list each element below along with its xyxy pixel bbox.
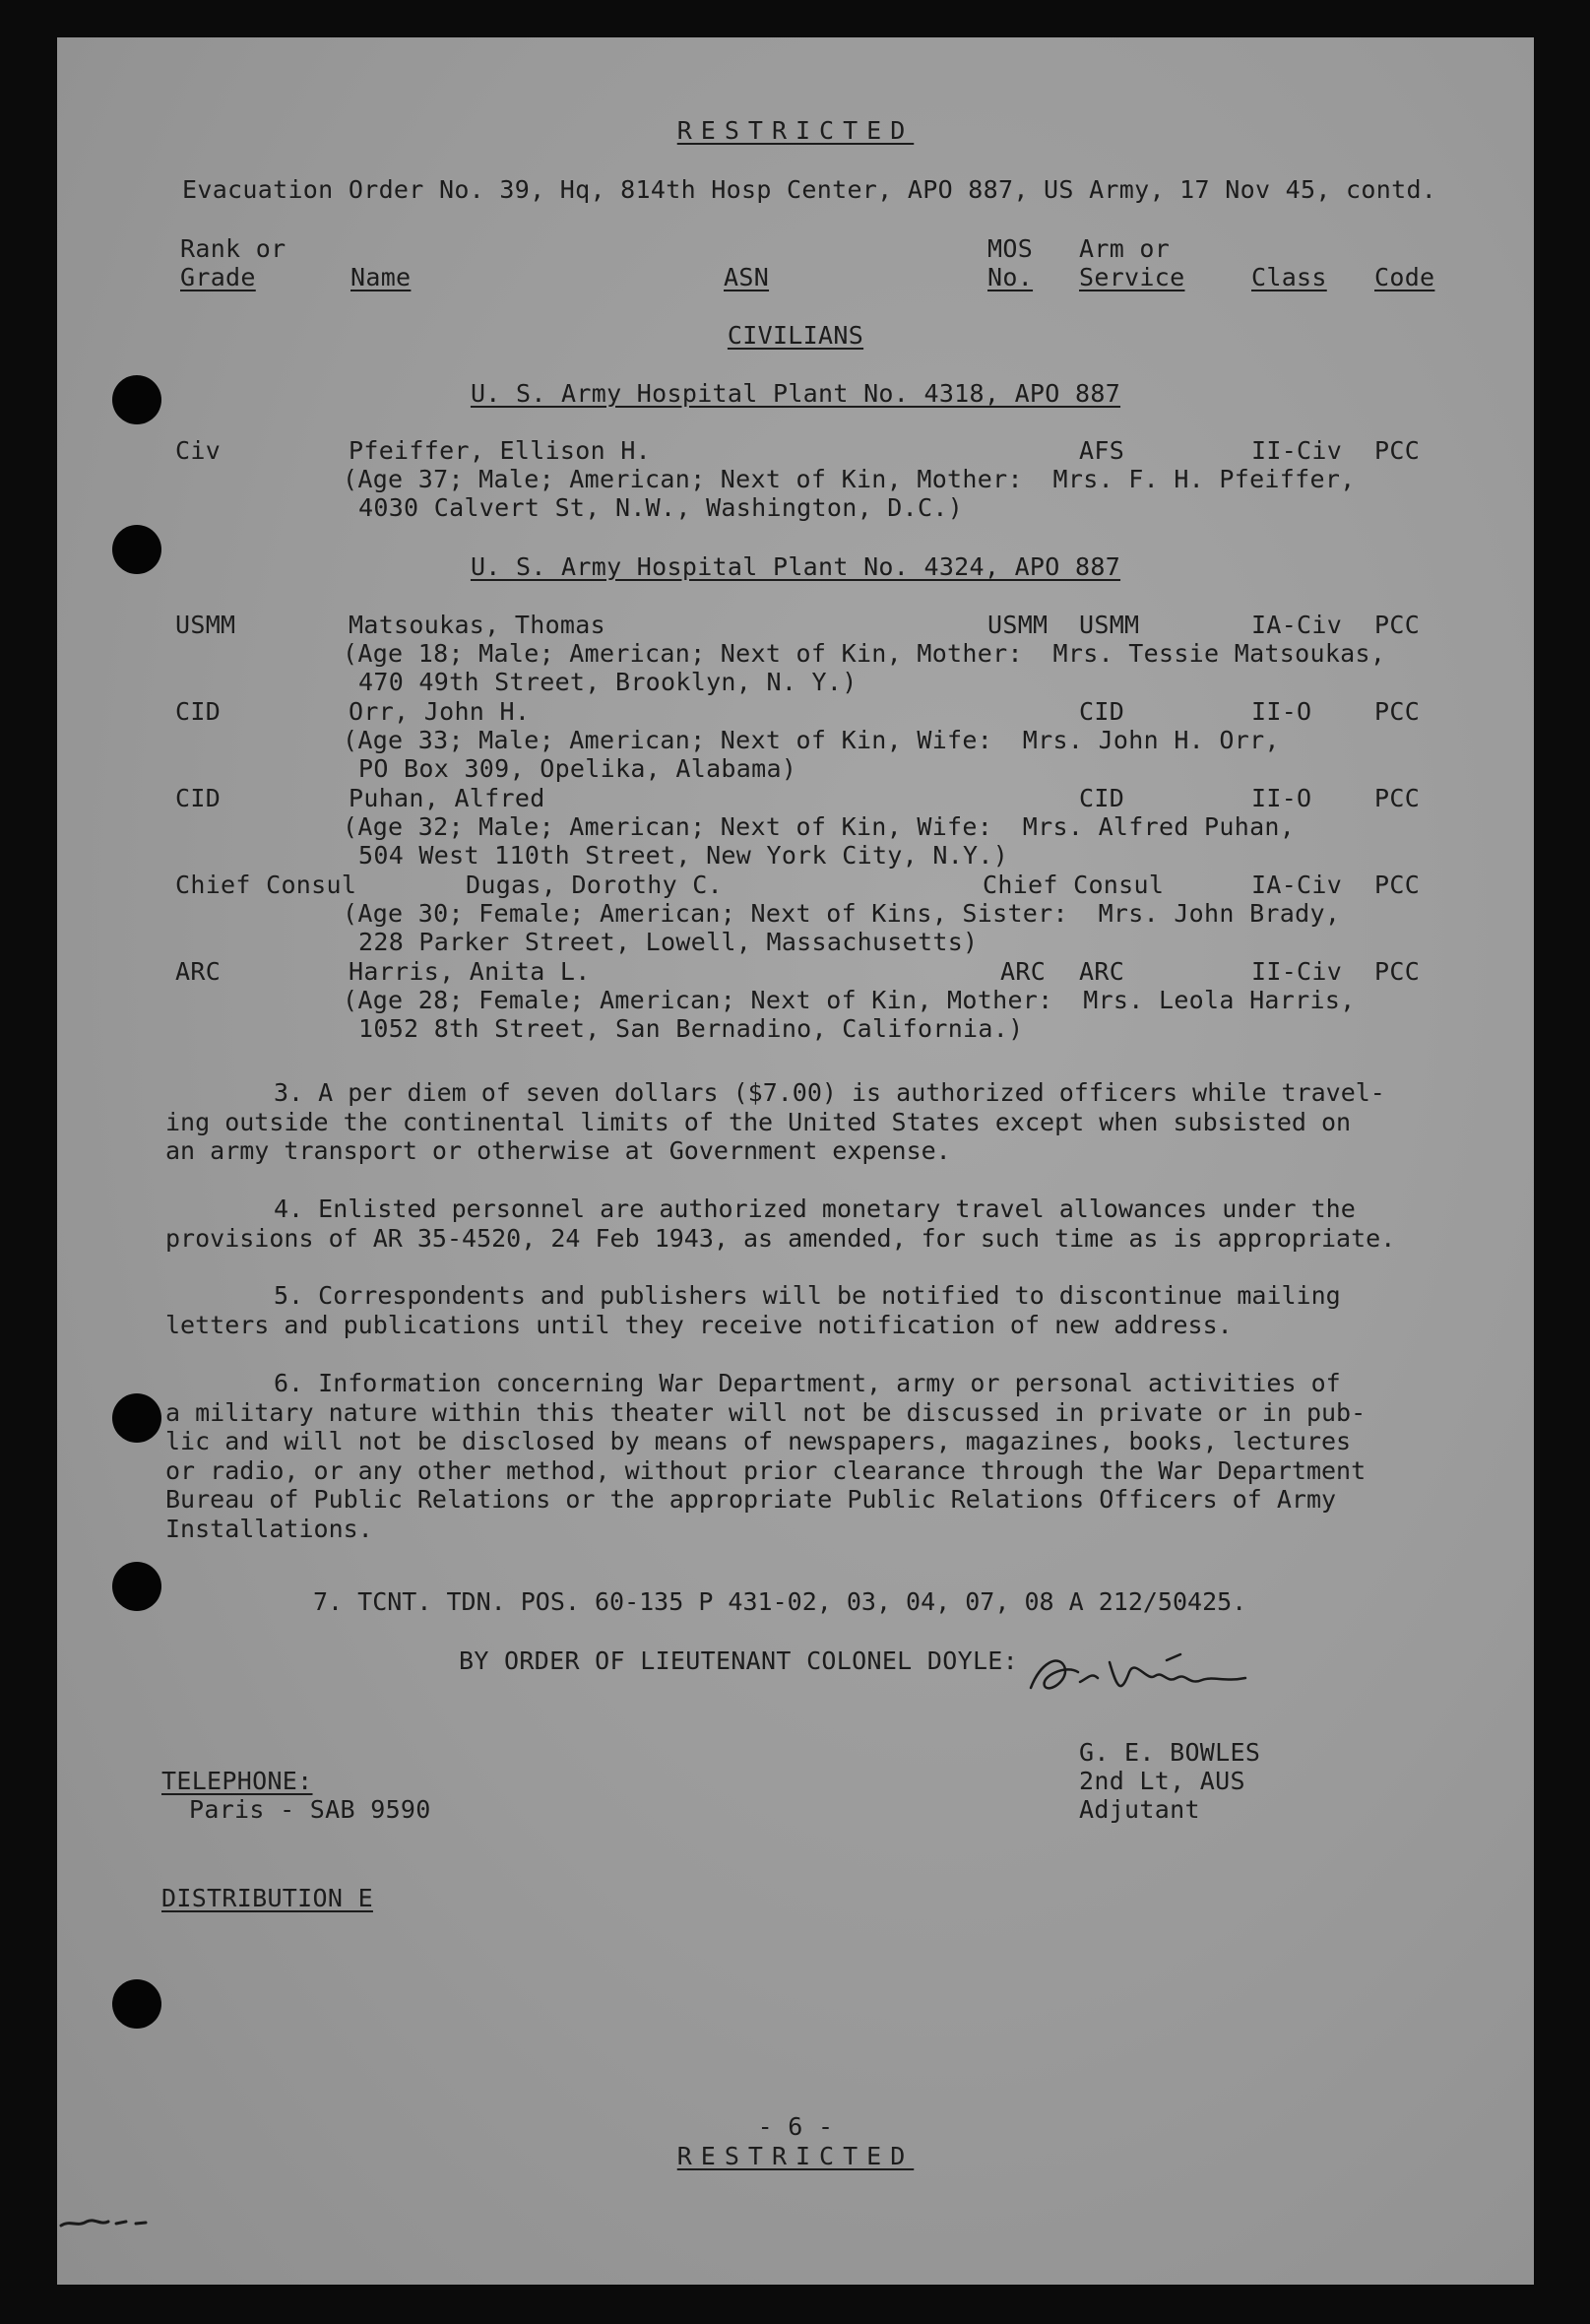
classification-header: RESTRICTED (676, 116, 915, 145)
entry-class: II-O (1251, 697, 1312, 726)
col-rank-bottom: Grade (180, 263, 256, 291)
signer-rank: 2nd Lt, AUS (1079, 1767, 1245, 1795)
entry-code: PCC (1374, 957, 1421, 986)
personnel-entry (57, 611, 1534, 699)
telephone-label: TELEPHONE: (161, 1767, 313, 1795)
entry-arm: AFS (1079, 436, 1125, 465)
entry-details: (Age 37; Male; American; Next of Kin, Mother: Mrs. F. H. Pfeiffer, (343, 465, 1356, 493)
document-page (57, 37, 1534, 2285)
entry-arm: CID (1079, 697, 1125, 726)
distribution-line: DISTRIBUTION E (161, 1884, 373, 1912)
entry-rank: CID (175, 697, 222, 726)
col-arm-bottom: Service (1079, 263, 1185, 291)
entry-address: PO Box 309, Opelika, Alabama) (358, 754, 797, 783)
entry-arm: USMM (1079, 611, 1140, 639)
col-asn: ASN (724, 263, 770, 291)
entry-mos: USMM (987, 611, 1049, 639)
entry-mos: ARC (1000, 957, 1047, 986)
col-arm-top: Arm or (1079, 234, 1171, 263)
entry-code: PCC (1374, 436, 1421, 465)
entry-address: 504 West 110th Street, New York City, N.Y.) (358, 841, 1009, 870)
entry-name: Harris, Anita L. (349, 957, 591, 986)
paragraph-3: 3. A per diem of seven dollars ($7.00) is authorized officers while travel- ing outside the continental limits of the United States except when subsisted on an army transport or otherwise at Government expense. (165, 1078, 1385, 1165)
entry-name: Dugas, Dorothy C. (466, 871, 723, 899)
signer-name: G. E. BOWLES (1079, 1738, 1261, 1767)
entry-rank: Civ (175, 436, 222, 465)
entry-details: (Age 33; Male; American; Next of Kin, Wife: Mrs. John H. Orr, (343, 726, 1280, 754)
entry-class: II-Civ (1251, 957, 1343, 986)
margin-mark (57, 2204, 185, 2233)
signature (1019, 1643, 1295, 1711)
entry-name: Orr, John H. (349, 697, 531, 726)
col-code: Code (1374, 263, 1435, 291)
entry-details: (Age 28; Female; American; Next of Kin, Mother: Mrs. Leola Harris, (343, 986, 1356, 1014)
entry-name: Matsoukas, Thomas (349, 611, 605, 639)
entry-address: 470 49th Street, Brooklyn, N. Y.) (358, 668, 858, 696)
paragraph-5: 5. Correspondents and publishers will be notified to discontinue mailing letters and publications until they receive notification of new address. (165, 1281, 1341, 1339)
entry-code: PCC (1374, 871, 1421, 899)
entry-rank: USMM (175, 611, 236, 639)
classification-footer: RESTRICTED (676, 2142, 915, 2170)
entry-rank: ARC (175, 957, 222, 986)
col-mos-top: MOS (987, 234, 1034, 263)
entry-details: (Age 18; Male; American; Next of Kin, Mother: Mrs. Tessie Matsoukas, (343, 639, 1386, 668)
col-class: Class (1251, 263, 1327, 291)
punch-hole-3 (112, 1393, 161, 1443)
paragraph-4: 4. Enlisted personnel are authorized monetary travel allowances under the provisions of AR 35-4520, 24 Feb 1943, as amended, for such time as is appropriate. (165, 1194, 1396, 1253)
entry-details: (Age 30; Female; American; Next of Kins, Sister: Mrs. John Brady, (343, 899, 1341, 928)
punch-hole-4 (112, 1562, 161, 1611)
col-name: Name (350, 263, 412, 291)
entry-class: IA-Civ (1251, 611, 1343, 639)
col-mos-bottom: No. (987, 263, 1034, 291)
entry-rank: CID (175, 784, 222, 812)
signer-title: Adjutant (1079, 1795, 1200, 1824)
personnel-entry (57, 436, 1534, 525)
entry-class: IA-Civ (1251, 871, 1343, 899)
section-title: CIVILIANS (727, 321, 864, 350)
entry-address: 4030 Calvert St, N.W., Washington, D.C.) (358, 493, 964, 522)
col-rank-top: Rank or (180, 234, 286, 263)
paragraph-7: 7. TCNT. TDN. POS. 60-135 P 431-02, 03, 04, 07, 08 A 212/50425. (313, 1587, 1247, 1616)
entry-rank: Chief Consul (175, 871, 357, 899)
page-number: - 6 - (757, 2112, 834, 2141)
order-line: Evacuation Order No. 39, Hq, 814th Hosp Center, APO 887, US Army, 17 Nov 45, contd. (182, 175, 1437, 204)
paragraph-6: 6. Information concerning War Department, army or personal activities of a military nature within this theater will not be discussed in private or in pub- lic and will not be disclosed by means of newspapers, magazines, books, lectures or radio, or any other method, without prior clearance through the War Department Bureau of Public Relations or the appropriate Public Relations Officers of Army Installations. (165, 1369, 1367, 1543)
entry-mos: Chief Consul (983, 871, 1165, 899)
plant-title-2: U. S. Army Hospital Plant No. 4324, APO 887 (470, 552, 1121, 581)
entry-address: 228 Parker Street, Lowell, Massachusetts) (358, 928, 979, 956)
entry-class: II-Civ (1251, 436, 1343, 465)
telephone-value: Paris - SAB 9590 (189, 1795, 431, 1824)
entry-arm: ARC (1079, 957, 1125, 986)
personnel-entry (57, 697, 1534, 786)
personnel-entry (57, 957, 1534, 1046)
plant-title-1: U. S. Army Hospital Plant No. 4318, APO 887 (470, 379, 1121, 408)
punch-hole-5 (112, 1979, 161, 2029)
authority-line: BY ORDER OF LIEUTENANT COLONEL DOYLE: (459, 1646, 1018, 1675)
entry-name: Pfeiffer, Ellison H. (349, 436, 652, 465)
entry-code: PCC (1374, 611, 1421, 639)
personnel-entry (57, 784, 1534, 872)
entry-name: Puhan, Alfred (349, 784, 545, 812)
entry-address: 1052 8th Street, San Bernadino, California.) (358, 1014, 1024, 1043)
entry-code: PCC (1374, 784, 1421, 812)
personnel-entry (57, 871, 1534, 959)
entry-class: II-O (1251, 784, 1312, 812)
entry-arm: CID (1079, 784, 1125, 812)
entry-code: PCC (1374, 697, 1421, 726)
entry-details: (Age 32; Male; American; Next of Kin, Wife: Mrs. Alfred Puhan, (343, 812, 1296, 841)
